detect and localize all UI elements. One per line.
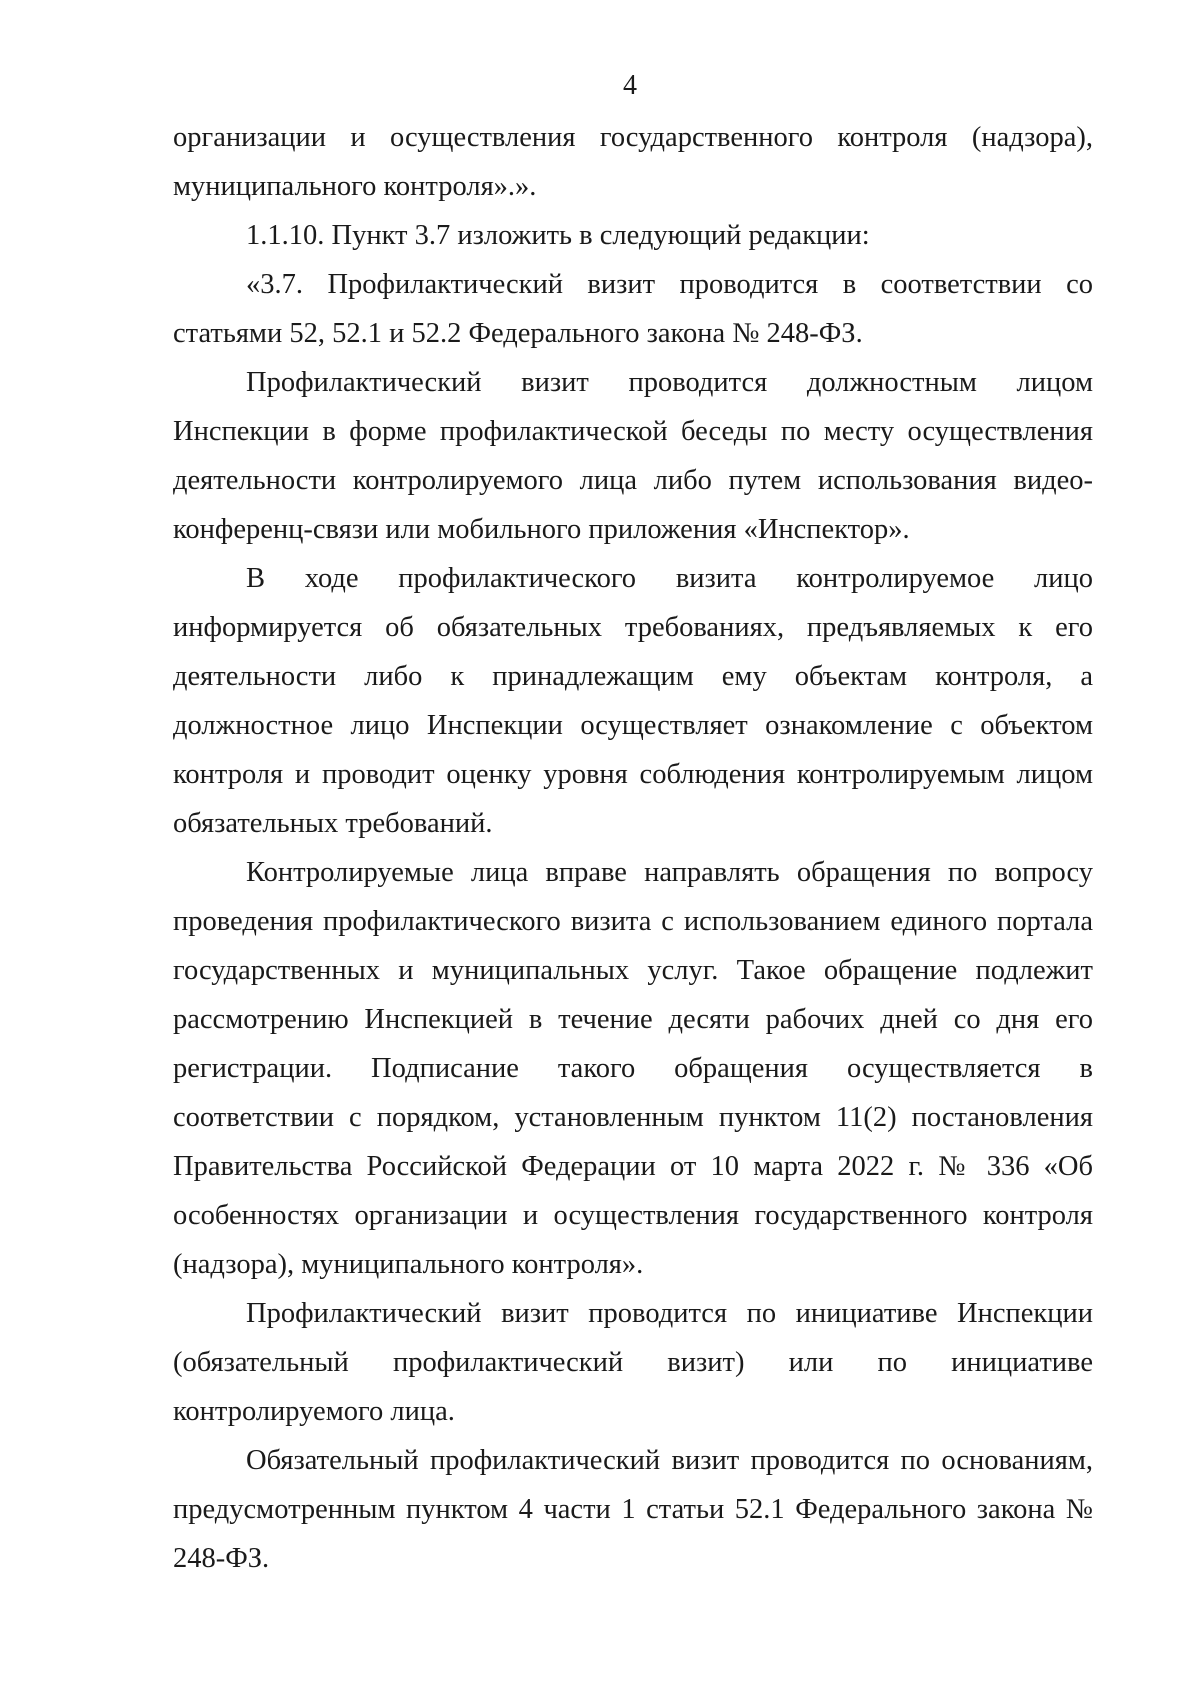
- paragraph-visit-content: В ходе профилактического визита контролируемое лицо информируется об обязательных требованиях, предъявляемых к его деятельности либо к принадлежащим ему объектам контроля, а должностное лицо Инспекции осуществляет ознакомление с объектом контроля и проводит оценку уровня соблюдения контролируемым лицом обязательных требований.: [173, 563, 1093, 839]
- paragraph-amendment-intro: 1.1.10. Пункт 3.7 изложить в следующий редакции:: [246, 220, 870, 251]
- paragraph-requests: Контролируемые лица вправе направлять обращения по вопросу проведения профилактического визита с использованием единого портала государственных и муниципальных услуг. Такое обращение подлежит рассмотрению Инспекцией в течение десяти рабочих дней со дня его регистрации. Подписание такого обращения осуществляется в соответствии с порядком, установленным пунктом 11(2) постановления Правительства Российской Федерации от 10 марта 2022 г. № 336 «Об особенностях организации и осуществления государственного контроля (надзора), муниципального контроля».: [173, 857, 1093, 1280]
- document-body: [173, 113, 1093, 1583]
- paragraph-visit-form: Профилактический визит проводится должностным лицом Инспекции в форме профилактической беседы по месту осуществления деятельности контролируемого лица либо путем использования видео-конференц-связи или мобильного приложения «Инспектор».: [173, 367, 1093, 545]
- paragraph-initiative: Профилактический визит проводится по инициативе Инспекции (обязательный профилактический визит) или по инициативе контролируемого лица.: [173, 1298, 1093, 1427]
- paragraph-clause-3-7: «3.7. Профилактический визит проводится в соответствии со статьями 52, 52.1 и 52.2 Федерального закона № 248-ФЗ.: [173, 269, 1093, 349]
- paragraph-mandatory-visit: Обязательный профилактический визит проводится по основаниям, предусмотренным пунктом 4 части 1 статьи 52.1 Федерального закона № 248-ФЗ.: [173, 1445, 1093, 1574]
- page-number: 4: [623, 70, 637, 101]
- paragraph-continuation: организации и осуществления государственного контроля (надзора), муниципального контроля».».: [173, 122, 1093, 202]
